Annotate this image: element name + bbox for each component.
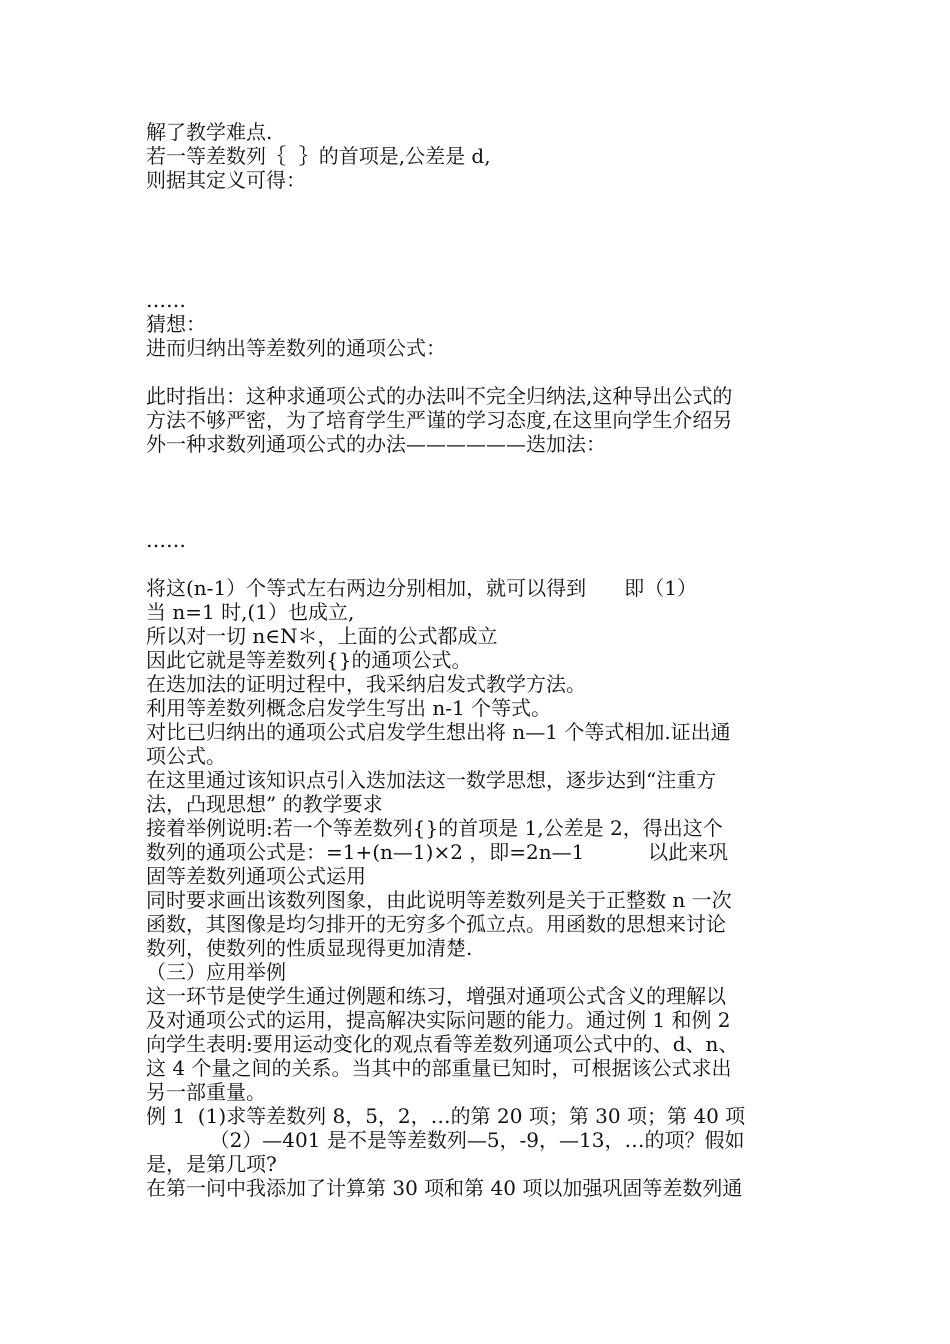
text-line: 接着举例说明:若一个等差数列{}的首项是 1,公差是 2，得出这个 — [146, 816, 723, 840]
text-line: 数列的通项公式是：=1+(n—1)×2 ，即=2n—1 以此来巩 — [146, 840, 728, 864]
text-line: 及对通项公式的运用，提高解决实际问题的能力。通过例 1 和例 2 — [146, 1008, 731, 1032]
section-heading: （三）应用举例 — [146, 960, 286, 984]
example-line: （2）—401 是不是等差数列—5，-9，—13，…的项？假如 — [146, 1128, 745, 1152]
text-line: 同时要求画出该数列图象，由此说明等差数列是关于正整数 n 一次 — [146, 888, 732, 912]
ellipsis-line: …… — [146, 528, 186, 552]
text-line: 所以对一切 n∈N＊，上面的公式都成立 — [146, 624, 498, 648]
text-line: 利用等差数列概念启发学生写出 n-1 个等式。 — [146, 696, 552, 720]
text-line: 若一等差数列｛ ｝的首项是,公差是 d, — [146, 144, 491, 168]
text-line: 函数，其图像是均匀排开的无穷多个孤立点。用函数的思想来讨论 — [146, 912, 726, 936]
text-line: 法，凸现思想” 的教学要求 — [146, 792, 383, 816]
text-line: 这 4 个量之间的关系。当其中的部重量已知时，可根据该公式求出 — [146, 1056, 732, 1080]
text-line: 进而归纳出等差数列的通项公式： — [146, 336, 446, 360]
text-line: 向学生表明:要用运动变化的观点看等差数列通项公式中的、d、n、 — [146, 1032, 739, 1056]
text-line: 是，是第几项? — [146, 1152, 277, 1176]
formula-gap — [146, 360, 816, 384]
formula-gap — [146, 552, 816, 576]
text-line: 方法不够严密，为了培育学生严谨的学习态度,在这里向学生介绍另 — [146, 408, 733, 432]
text-line: 另一部重量。 — [146, 1080, 266, 1104]
text-line: 数列，使数列的性质显现得更加清楚. — [146, 936, 473, 960]
text-line: 项公式。 — [146, 744, 226, 768]
text-line: 猜想： — [146, 312, 206, 336]
formula-gap — [146, 456, 816, 528]
text-line: 对比已归纳出的通项公式启发学生想出将 n—1 个等式相加.证出通 — [146, 720, 731, 744]
example-line: 例 1 (1)求等差数列 8，5，2，…的第 20 项；第 30 项；第 40 项 — [146, 1104, 746, 1128]
formula-gap — [146, 192, 816, 288]
text-line: 将这(n-1）个等式左右两边分别相加，就可以得到 即（1） — [146, 576, 698, 600]
text-line: 此时指出：这种求通项公式的办法叫不完全归纳法,这种导出公式的 — [146, 384, 733, 408]
text-line: 在迭加法的证明过程中，我采纳启发式教学方法。 — [146, 672, 586, 696]
text-line: 在第一问中我添加了计算第 30 项和第 40 项以加强巩固等差数列通 — [146, 1176, 743, 1200]
document-body — [146, 120, 816, 1200]
text-line: 外一种求数列通项公式的办法——————迭加法： — [146, 432, 606, 456]
ellipsis-line: …… — [146, 288, 186, 312]
text-line: 在这里通过该知识点引入迭加法这一数学思想，逐步达到“注重方 — [146, 768, 717, 792]
text-line: 则据其定义可得： — [146, 168, 306, 192]
text-line: 因此它就是等差数列{}的通项公式。 — [146, 648, 472, 672]
text-line: 固等差数列通项公式运用 — [146, 864, 366, 888]
text-line: 这一环节是使学生通过例题和练习，增强对通项公式含义的理解以 — [146, 984, 726, 1008]
text-line: 解了教学难点. — [146, 120, 273, 144]
text-line: 当 n=1 时,(1）也成立, — [146, 600, 355, 624]
